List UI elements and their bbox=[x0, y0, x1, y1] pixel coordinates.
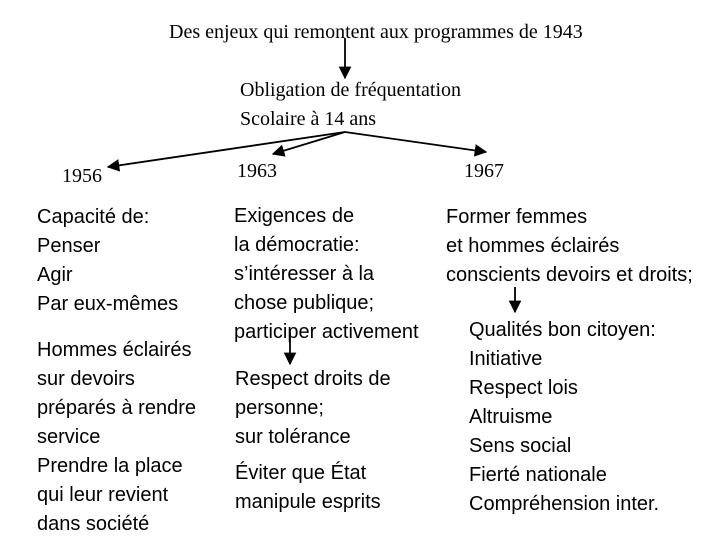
text-line: personne; bbox=[235, 397, 324, 419]
text-line: s’intéresser à la bbox=[234, 263, 375, 285]
text-line: Former femmes bbox=[446, 206, 588, 228]
text-line: Capacité de: bbox=[37, 206, 150, 228]
capacite-block bbox=[37, 203, 178, 319]
text-line: manipule esprits bbox=[235, 491, 381, 513]
text-line: Exigences de bbox=[234, 205, 355, 227]
obligation-line: Obligation de fréquentation bbox=[240, 79, 462, 101]
diagram-title: Des enjeux qui remontent aux programmes de 1943 bbox=[169, 21, 583, 43]
text-line: chose publique; bbox=[234, 292, 375, 314]
text-line: préparés à rendre bbox=[37, 397, 196, 419]
arrow-obligation-to-1956 bbox=[108, 132, 345, 167]
year-1963: 1963 bbox=[237, 160, 277, 182]
text-line: Altruisme bbox=[469, 406, 553, 428]
year-1956: 1956 bbox=[62, 165, 102, 187]
text-line: Qualités bon citoyen: bbox=[469, 319, 656, 341]
year-1967: 1967 bbox=[464, 160, 504, 182]
text-line: Hommes éclairés bbox=[37, 339, 192, 361]
text-line: Fierté nationale bbox=[469, 464, 607, 486]
respect-droits-block bbox=[235, 365, 391, 452]
former-block bbox=[446, 203, 693, 290]
text-line: participer activement bbox=[234, 321, 419, 343]
text-line: Par eux-mêmes bbox=[37, 293, 179, 315]
hommes-eclaires-block bbox=[37, 336, 196, 539]
text-line: Sens social bbox=[469, 435, 572, 457]
obligation-line: Scolaire à 14 ans bbox=[240, 108, 377, 130]
qualites-block bbox=[469, 316, 659, 519]
text-line: Prendre la place bbox=[37, 455, 183, 477]
text-line: sur devoirs bbox=[37, 368, 135, 390]
text-line: Respect droits de bbox=[235, 368, 391, 390]
text-line: la démocratie: bbox=[234, 234, 360, 256]
text-line: service bbox=[37, 426, 101, 448]
arrow-obligation-to-1967 bbox=[345, 132, 486, 152]
text-line: Penser bbox=[37, 235, 101, 257]
text-line: Éviter que État bbox=[235, 462, 367, 484]
text-line: Initiative bbox=[469, 348, 543, 370]
text-line: Compréhension inter. bbox=[469, 493, 660, 515]
eviter-etat-block bbox=[235, 459, 381, 517]
text-line: dans société bbox=[37, 513, 150, 535]
arrow-obligation-to-1963 bbox=[273, 132, 345, 154]
democratie-block bbox=[234, 202, 419, 347]
text-line: sur tolérance bbox=[235, 426, 351, 448]
text-line: qui leur revient bbox=[37, 484, 169, 506]
text-line: conscients devoirs et droits; bbox=[446, 264, 693, 286]
text-line: et hommes éclairés bbox=[446, 235, 620, 257]
text-line: Respect lois bbox=[469, 377, 578, 399]
text-line: Agir bbox=[37, 264, 73, 286]
obligation-box bbox=[240, 76, 461, 134]
